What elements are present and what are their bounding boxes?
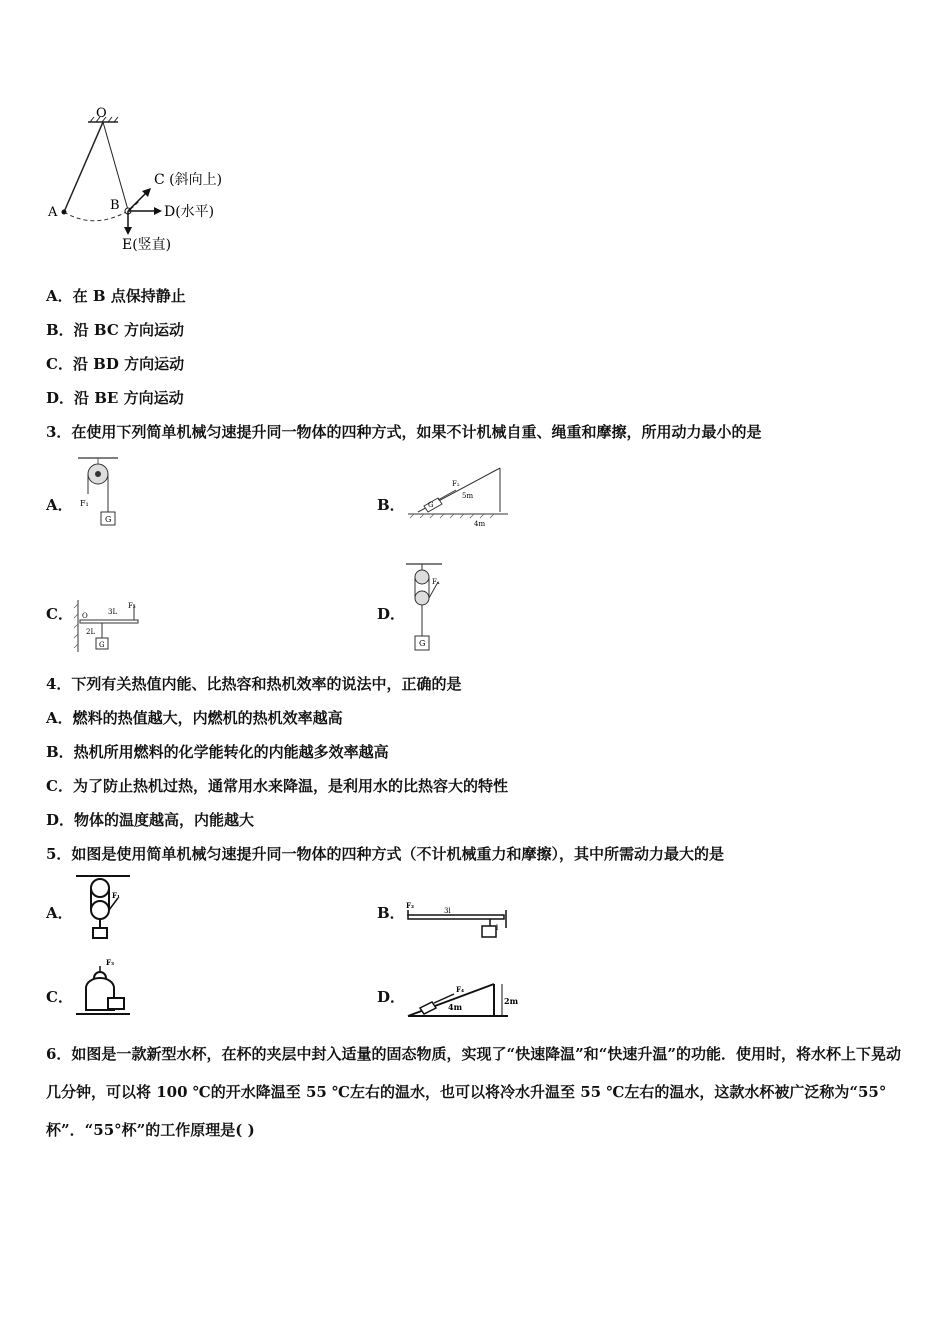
q5-label-a: A．	[46, 904, 73, 922]
q5-fig-b-lever	[404, 898, 514, 942]
q5-fig-c-pulley	[74, 956, 134, 1020]
q2-option-b: B．沿 BC 方向运动	[46, 321, 185, 339]
q5d-height-label: 2m	[504, 996, 519, 1006]
q3-fig-d-pulley-block	[404, 562, 444, 656]
q5b-short-label: l	[496, 924, 499, 932]
q5-fig-a-pulley	[74, 872, 134, 942]
q3-stem: 3．在使用下列简单机械匀速提升同一物体的四种方式，如果不计机械自重、绳重和摩擦，所用动力最小的是	[46, 423, 762, 441]
q3-label-a: A．	[46, 496, 73, 514]
label-a: A	[48, 205, 58, 220]
label-b: B	[110, 198, 120, 213]
q3c-arm2-label: 2L	[86, 628, 96, 636]
q3d-force-label: F₄	[432, 578, 440, 586]
q3-fig-c-lever	[72, 598, 144, 654]
q5-label-b: B．	[377, 904, 405, 922]
q5-stem: 5．如图是使用简单机械匀速提升同一物体的四种方式（不计机械重力和摩擦），其中所需动力最大的是	[46, 845, 724, 863]
q3b-force-label: F₂	[452, 480, 460, 488]
q5c-force-label: F₃	[106, 958, 115, 967]
q3b-base-label: 4m	[474, 520, 486, 528]
q3b-length-label: 5m	[462, 492, 474, 500]
q4-stem: 4．下列有关热值内能、比热容和热机效率的说法中，正确的是	[46, 675, 462, 693]
q5d-force-label: F₄	[456, 985, 465, 994]
q3-fig-b-incline	[404, 462, 512, 530]
q5b-arm-label: 3l	[444, 907, 451, 915]
q3a-force-label: F₁	[80, 499, 89, 508]
label-d: D(水平)	[164, 204, 215, 220]
q3-fig-a-pulley	[74, 456, 124, 532]
q4-option-a: A．燃料的热值越大，内燃机的热机效率越高	[46, 709, 343, 727]
q5-label-c: C．	[46, 988, 73, 1006]
q3b-weight-label: G	[428, 501, 434, 509]
label-e: E(竖直)	[122, 237, 172, 253]
label-c: C (斜向上)	[154, 172, 223, 188]
q2-option-c: C．沿 BD 方向运动	[46, 355, 185, 373]
q3-label-b: B．	[377, 496, 405, 514]
q3c-pivot-label: O	[82, 612, 88, 620]
q2-option-d: D．沿 BE 方向运动	[46, 389, 184, 407]
q5d-length-label: 4m	[448, 1002, 463, 1012]
q2-option-a: A．在 B 点保持静止	[46, 287, 186, 305]
q6-text: 6．如图是一款新型水杯，在杯的夹层中封入适量的固态物质，实现了“快速降温”和“快速升温”的功能．使用时，将水杯上下晃动几分钟，可以将 100 ℃的开水降温至 55 ℃左右的温水，也可以将冷水升温至 55 ℃左右的温水，这款水杯被广泛称为“55°杯”．“55°杯”的工作原理是( )	[46, 1045, 901, 1139]
q5a-force-label: F₁	[112, 891, 121, 900]
pendulum-figure	[44, 105, 244, 255]
q3-label-d: D．	[377, 605, 406, 623]
label-o: O	[96, 106, 107, 121]
q3c-force-label: F₃	[128, 602, 136, 610]
q3d-weight-label: G	[419, 639, 426, 648]
q5-fig-d-incline	[404, 978, 524, 1020]
q4-option-b: B．热机所用燃料的化学能转化的内能越多效率越高	[46, 743, 389, 761]
q5-label-d: D．	[377, 988, 406, 1006]
q5b-force-label: F₂	[406, 901, 415, 910]
q3c-arm-label: 3L	[108, 608, 118, 616]
q3a-weight-label: G	[105, 515, 112, 524]
q4-option-c: C．为了防止热机过热，通常用水来降温，是利用水的比热容大的特性	[46, 777, 508, 795]
q3-label-c: C．	[46, 605, 73, 623]
q3c-weight-label: G	[99, 641, 105, 649]
q4-option-d: D．物体的温度越高，内能越大	[46, 811, 255, 829]
